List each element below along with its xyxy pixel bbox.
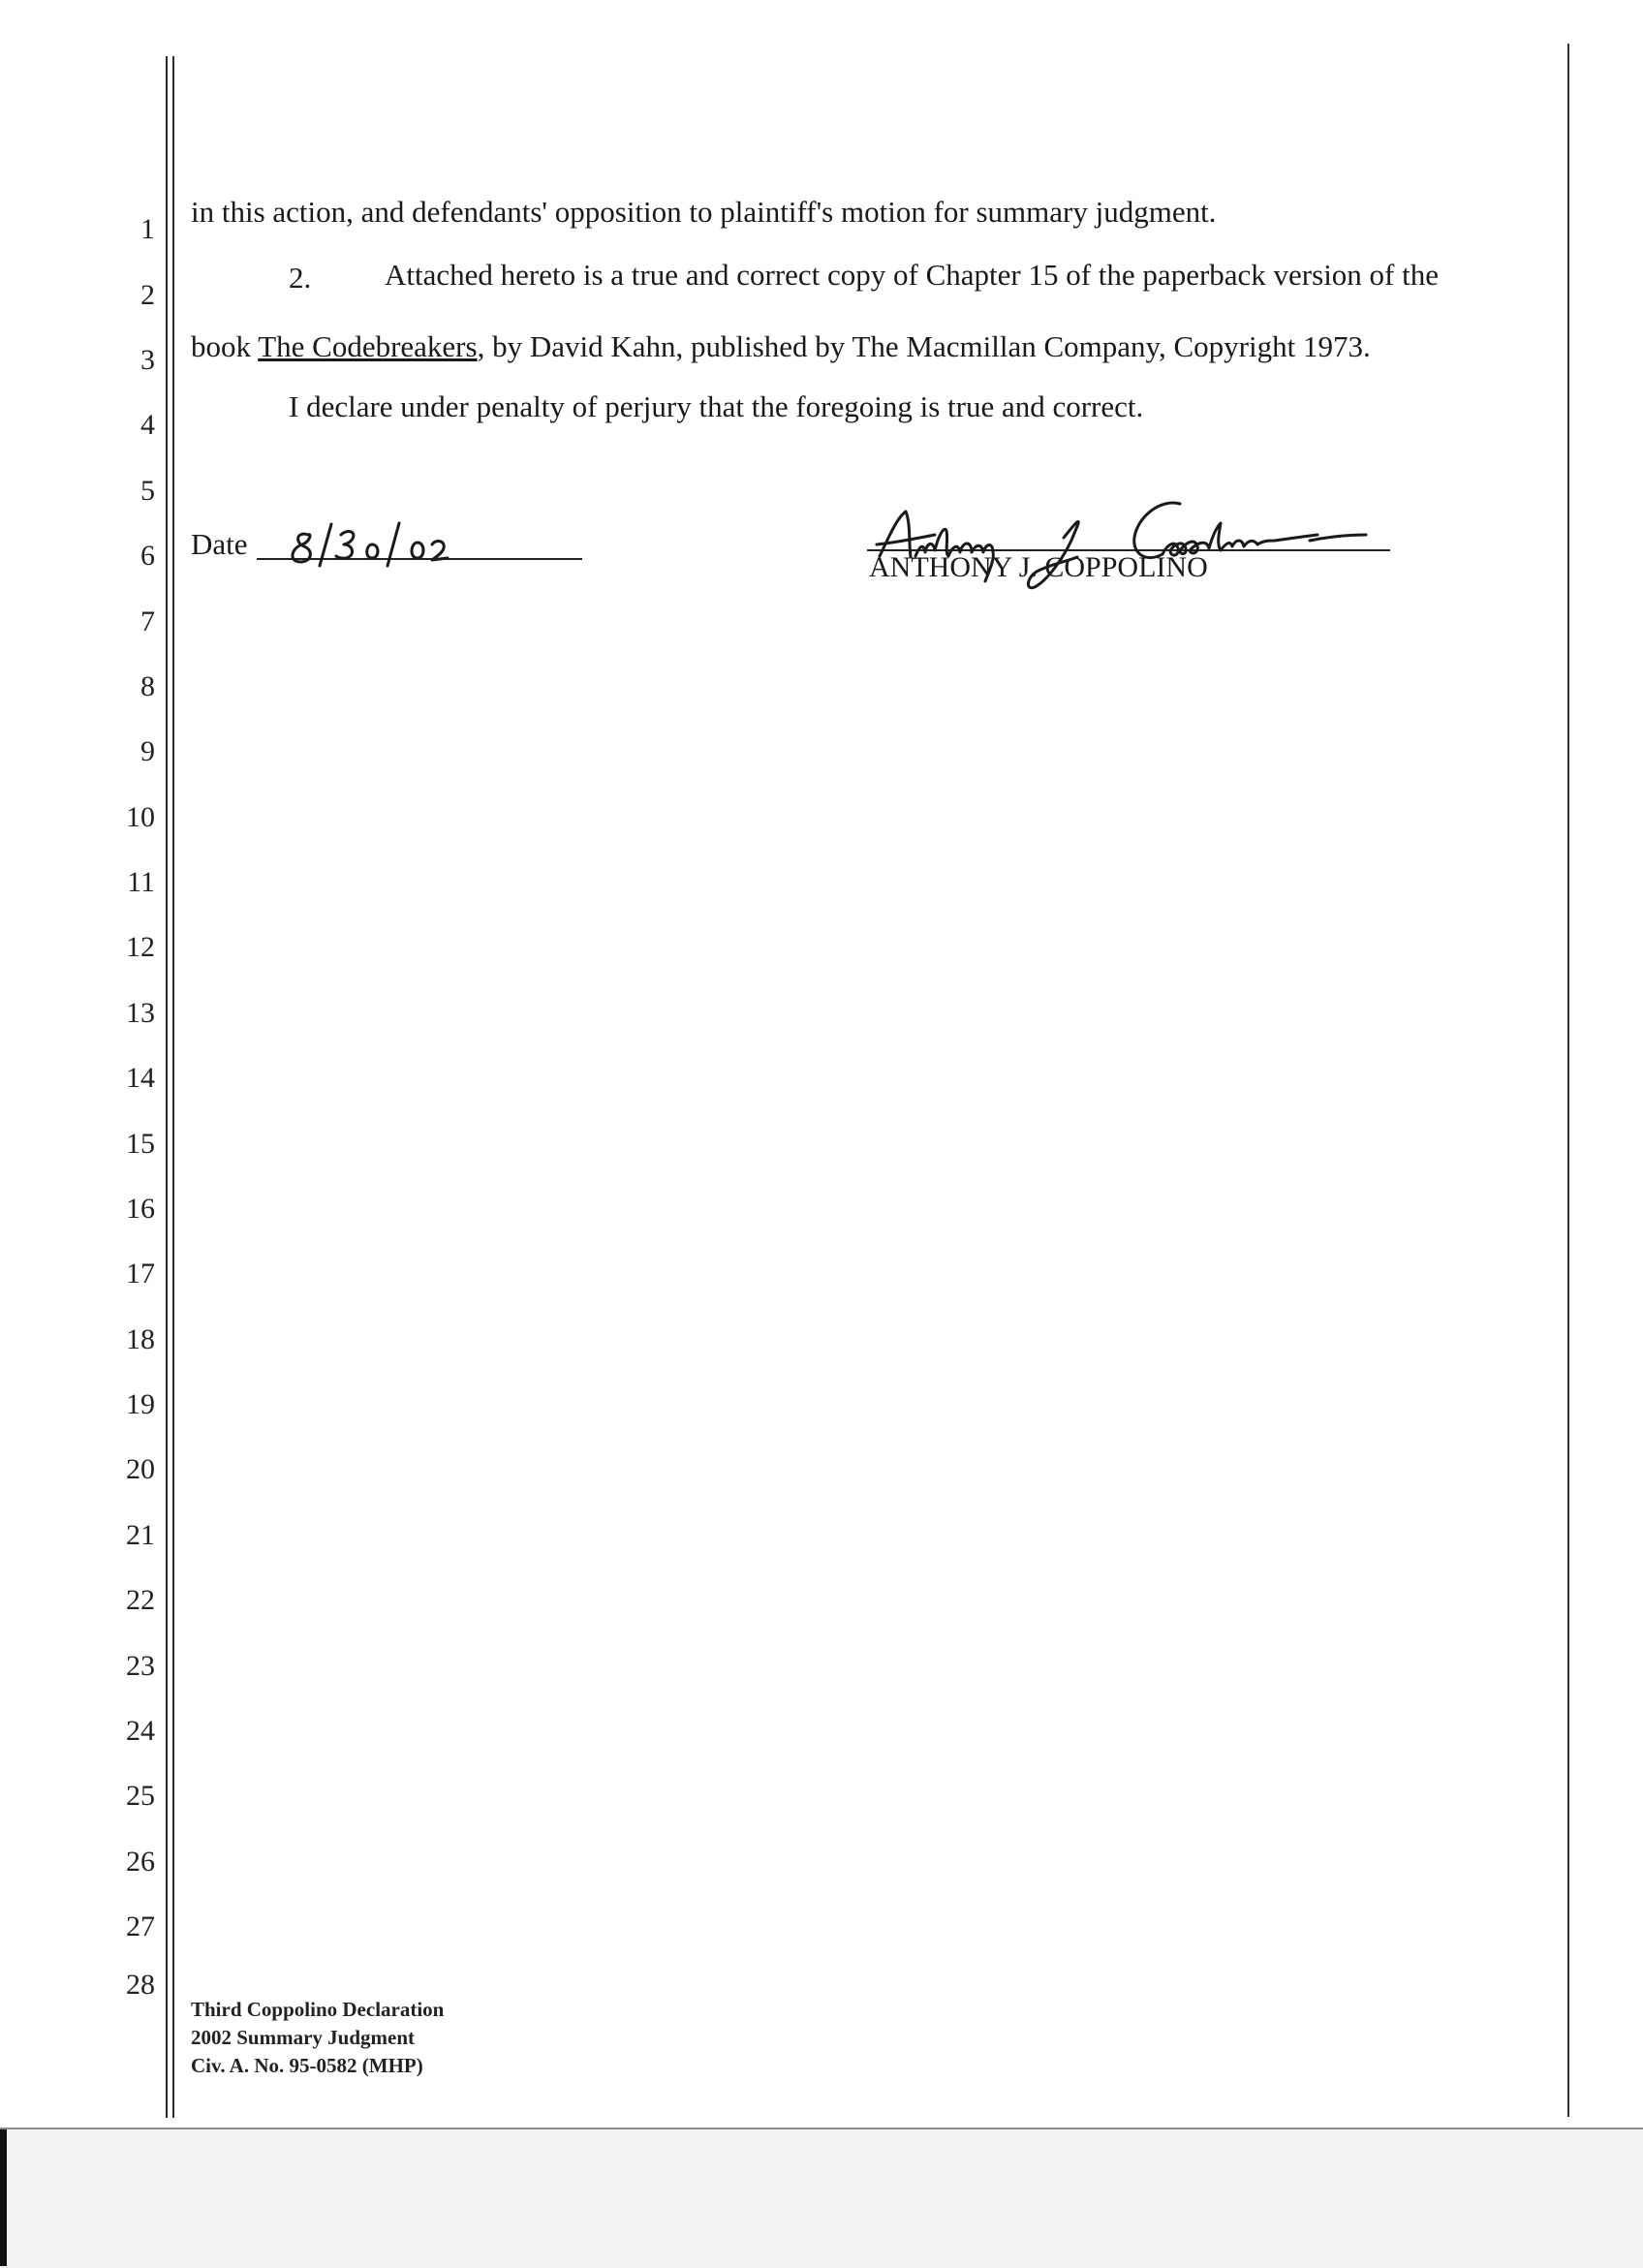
line-number: 24 <box>126 1715 155 1747</box>
line-number: 20 <box>126 1453 155 1485</box>
line-number: 22 <box>126 1584 155 1616</box>
document-footer <box>191 1996 444 2080</box>
line-number: 14 <box>126 1062 155 1094</box>
line-number: 18 <box>126 1323 155 1355</box>
line-number: 1 <box>140 213 155 245</box>
line-number: 19 <box>126 1388 155 1420</box>
line-number: 16 <box>126 1193 155 1225</box>
line-number: 2 <box>140 279 155 311</box>
date-underline <box>257 558 582 560</box>
line-number: 10 <box>126 801 155 833</box>
line-number: 5 <box>140 475 155 507</box>
line-number: 25 <box>126 1780 155 1812</box>
body-line-1: in this action, and defendants' opposition to plaintiff's motion for summary judgment. <box>191 195 1217 229</box>
line-number: 12 <box>126 931 155 963</box>
line-number: 8 <box>140 670 155 702</box>
line-number: 26 <box>126 1846 155 1878</box>
line-number: 27 <box>126 1911 155 1942</box>
body-line-3-prefix: book <box>191 329 259 363</box>
body-line-3 <box>191 329 1371 364</box>
footer-subtitle: 2002 Summary Judgment <box>191 2026 416 2049</box>
line-number: 17 <box>126 1258 155 1289</box>
line-number: 11 <box>127 866 155 898</box>
scan-background <box>0 2128 1643 2268</box>
body-line-3-suffix: , by David Kahn, published by The Macmillan Company, Copyright 1973. <box>477 329 1371 363</box>
line-number: 9 <box>140 735 155 767</box>
footer-title: Third Coppolino Declaration <box>191 1998 445 2021</box>
line-number: 28 <box>126 1969 155 2001</box>
footer-case-number: Civ. A. No. 95-0582 (MHP) <box>191 2054 423 2077</box>
left-margin-rule-inner <box>172 56 174 2118</box>
right-margin-rule <box>1567 44 1569 2117</box>
book-title: The Codebreakers <box>258 329 478 363</box>
declaration-statement: I declare under penalty of perjury that the foregoing is true and correct. <box>289 389 1144 423</box>
scan-edge <box>0 2129 7 2266</box>
line-number: 4 <box>140 409 155 441</box>
line-number: 3 <box>140 344 155 376</box>
body-line-2: Attached hereto is a true and correct copy of Chapter 15 of the paperback version of the <box>385 258 1439 292</box>
line-number: 7 <box>140 606 155 637</box>
line-number: 6 <box>140 540 155 572</box>
date-label: Date <box>191 527 248 561</box>
left-margin-rule <box>166 56 168 2118</box>
line-number: 23 <box>126 1650 155 1682</box>
line-number: 13 <box>126 997 155 1029</box>
line-number: 15 <box>126 1128 155 1160</box>
paragraph-number: 2. <box>289 261 312 295</box>
line-number: 21 <box>126 1519 155 1551</box>
signer-name: ANTHONY J. COPPOLINO <box>869 551 1208 583</box>
